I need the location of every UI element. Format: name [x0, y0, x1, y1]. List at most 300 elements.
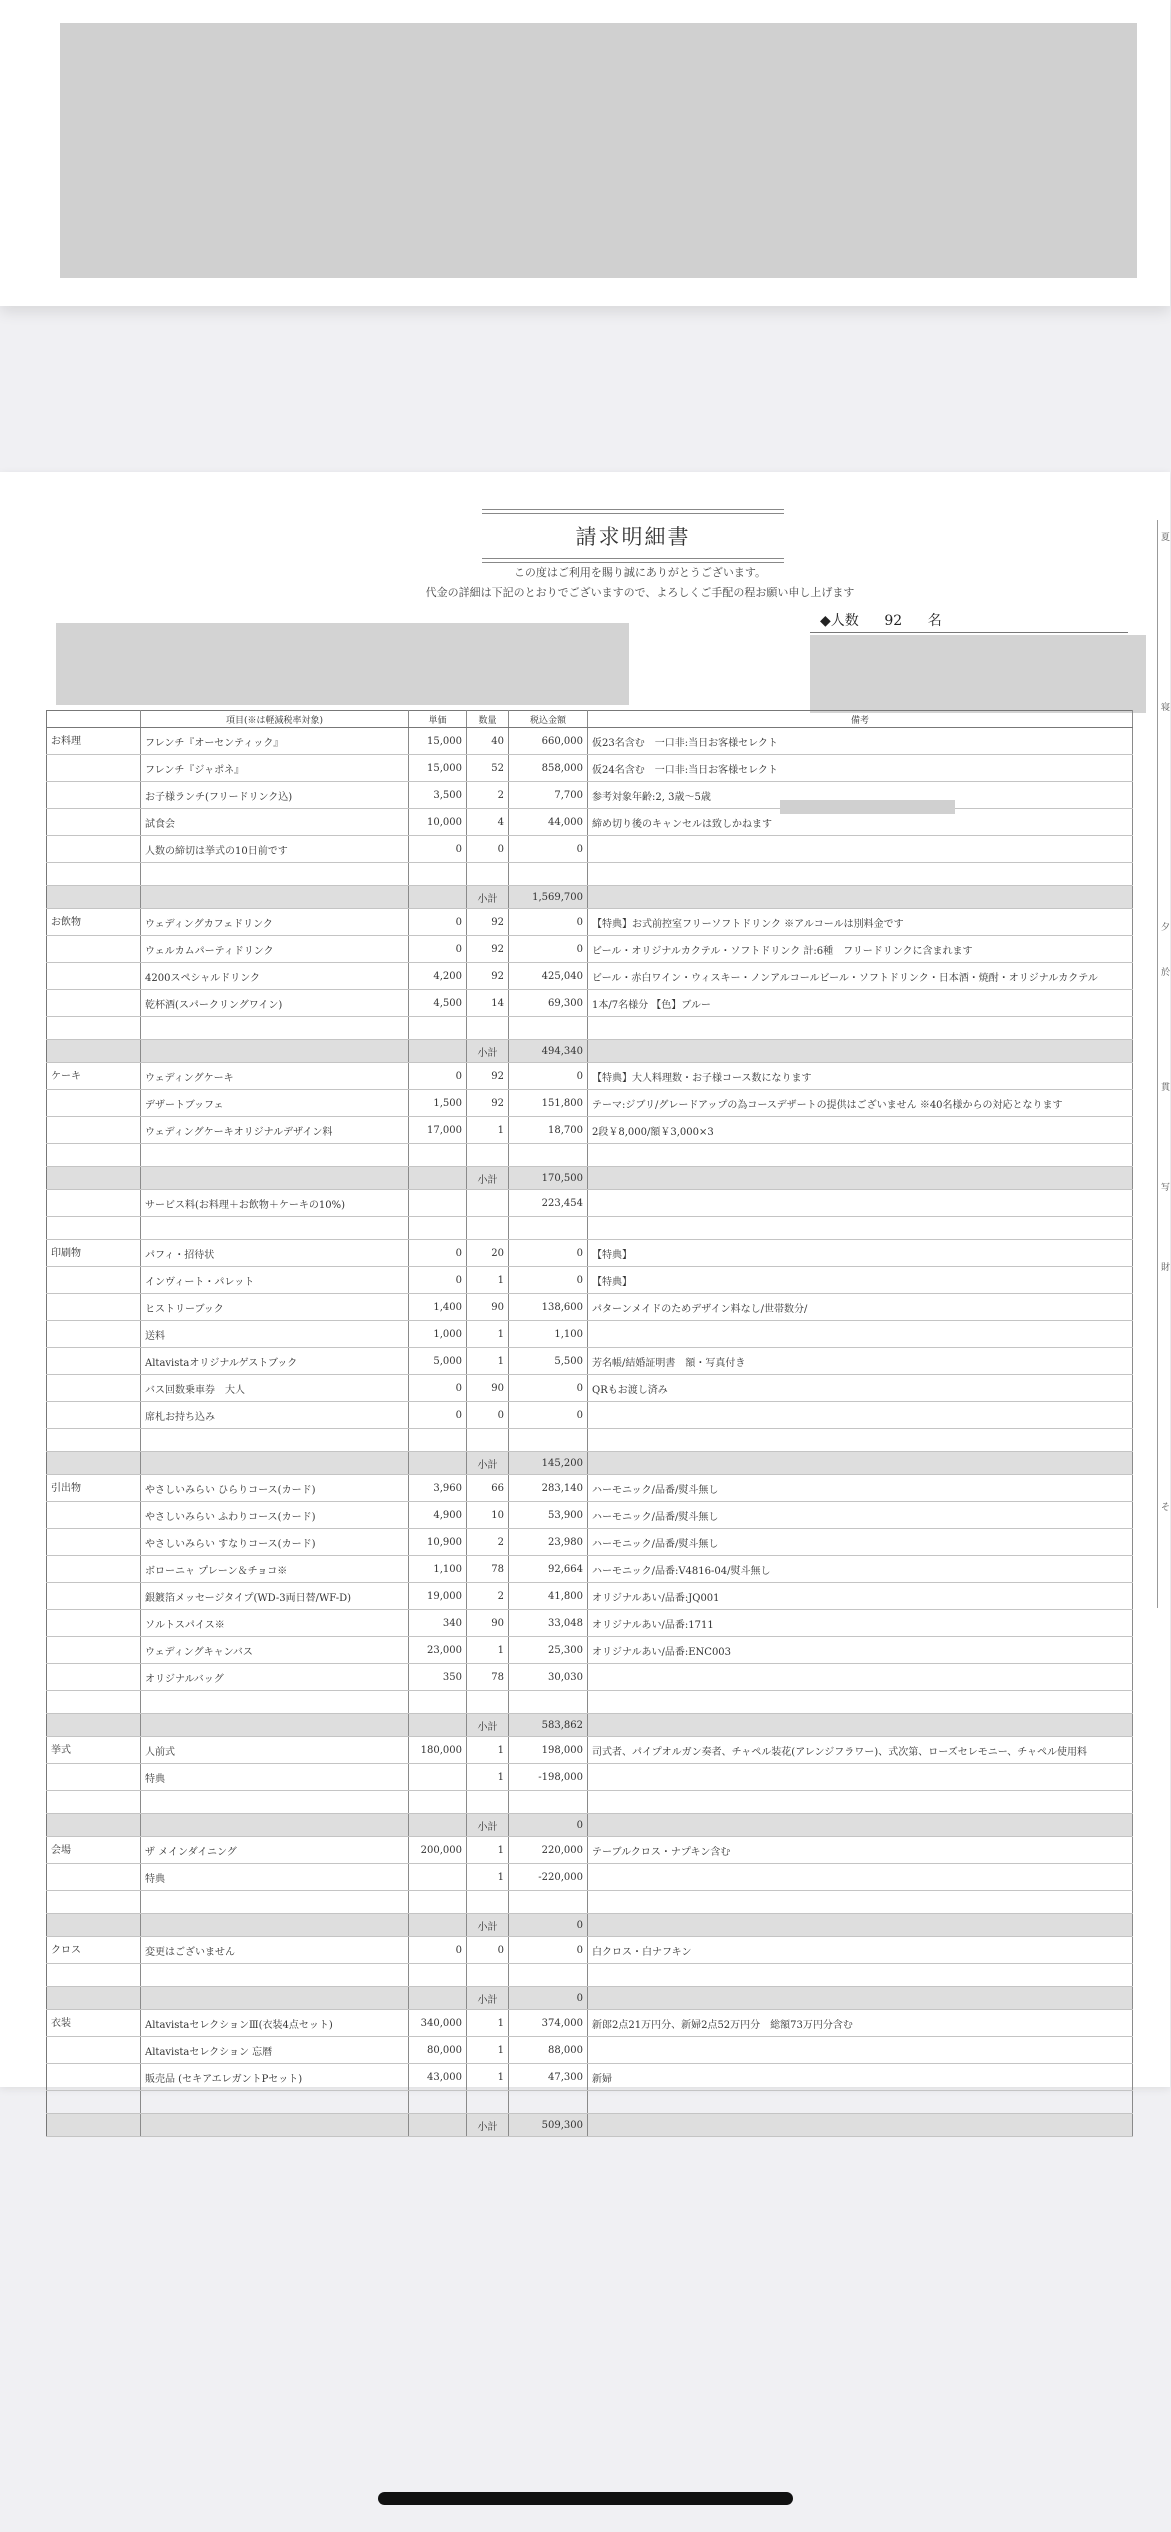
- row-qty: 52: [467, 755, 509, 782]
- subtotal-label: 小計: [467, 1167, 509, 1190]
- blank-cell: [47, 1144, 141, 1167]
- blank-cell: [588, 863, 1133, 886]
- guest-underline: [810, 632, 1128, 633]
- row-qty: 10: [467, 1502, 509, 1529]
- blank-cell: [141, 1144, 409, 1167]
- table-header-row: [47, 711, 1133, 728]
- row-item-name: ヒストリーブック: [141, 1294, 409, 1321]
- subtotal-amount: 0: [509, 1914, 588, 1937]
- row-category: 印刷物: [47, 1240, 141, 1267]
- row-qty: 4: [467, 809, 509, 836]
- row-item-name: 特典: [141, 1764, 409, 1791]
- blank-cell: [47, 1017, 141, 1040]
- row-note: [588, 1321, 1133, 1348]
- subtotal-amount: 0: [509, 1814, 588, 1837]
- side-char: 財: [1161, 1263, 1171, 1273]
- row-note: 【特典】: [588, 1240, 1133, 1267]
- subtotal-spacer: [588, 1452, 1133, 1475]
- row-amount: 223,454: [509, 1190, 588, 1217]
- row-qty: 90: [467, 1375, 509, 1402]
- table-row: [47, 1764, 1133, 1791]
- row-qty: 0: [467, 1402, 509, 1429]
- row-category: 会場: [47, 1837, 141, 1864]
- row-note: 仮23名含む 一口非:当日お客様セレクト: [588, 728, 1133, 755]
- subtotal-row: [47, 1987, 1133, 2010]
- blank-row: [47, 1891, 1133, 1914]
- subtotal-amount: 494,340: [509, 1040, 588, 1063]
- row-qty: 92: [467, 936, 509, 963]
- subtotal-spacer: [588, 1714, 1133, 1737]
- row-qty: 78: [467, 1556, 509, 1583]
- row-note: [588, 1402, 1133, 1429]
- row-item-name: ボローニャ プレーン＆チョコ※: [141, 1556, 409, 1583]
- row-item-name: やさしいみらい すなりコース(カード): [141, 1529, 409, 1556]
- row-amount: 5,500: [509, 1348, 588, 1375]
- row-unit-price: 5,000: [409, 1348, 467, 1375]
- blank-row: [47, 1429, 1133, 1452]
- blank-cell: [588, 1964, 1133, 1987]
- subtotal-spacer: [409, 1914, 467, 1937]
- row-note: ハーモニック/品番/熨斗無し: [588, 1502, 1133, 1529]
- row-unit-price: 350: [409, 1664, 467, 1691]
- row-unit-price: 10,900: [409, 1529, 467, 1556]
- table-row: [47, 1475, 1133, 1502]
- blank-cell: [588, 1891, 1133, 1914]
- blank-cell: [467, 1964, 509, 1987]
- subtotal-label: 小計: [467, 2114, 509, 2137]
- row-unit-price: 10,000: [409, 809, 467, 836]
- row-unit-price: 3,960: [409, 1475, 467, 1502]
- row-unit-price: 1,500: [409, 1090, 467, 1117]
- row-category: お飲物: [47, 909, 141, 936]
- table-row: [47, 1063, 1133, 1090]
- row-category: [47, 1294, 141, 1321]
- table-row: [47, 755, 1133, 782]
- side-char: そ: [1161, 1503, 1171, 1513]
- row-unit-price: 0: [409, 1267, 467, 1294]
- subtotal-spacer: [47, 1987, 141, 2010]
- row-item-name: ウェルカムパーティドリンク: [141, 936, 409, 963]
- row-amount: 18,700: [509, 1117, 588, 1144]
- subtotal-spacer: [588, 2114, 1133, 2137]
- row-unit-price: 4,200: [409, 963, 467, 990]
- blank-cell: [509, 863, 588, 886]
- row-item-name: 試食会: [141, 809, 409, 836]
- subtotal-spacer: [409, 1987, 467, 2010]
- row-qty: 20: [467, 1240, 509, 1267]
- row-item-name: 人数の締切は挙式の10日前です: [141, 836, 409, 863]
- subtotal-label: 小計: [467, 1040, 509, 1063]
- row-qty: 1: [467, 1737, 509, 1764]
- row-category: [47, 936, 141, 963]
- row-category: [47, 1610, 141, 1637]
- subtotal-spacer: [409, 1452, 467, 1475]
- row-category: [47, 1321, 141, 1348]
- subtotal-spacer: [141, 1714, 409, 1737]
- blank-cell: [467, 1217, 509, 1240]
- table-row: [47, 1502, 1133, 1529]
- row-amount: 283,140: [509, 1475, 588, 1502]
- blank-cell: [409, 1691, 467, 1714]
- row-unit-price: 15,000: [409, 728, 467, 755]
- row-amount: 198,000: [509, 1737, 588, 1764]
- blank-row: [47, 1017, 1133, 1040]
- table-row: [47, 1294, 1133, 1321]
- row-item-name: デザートブッフェ: [141, 1090, 409, 1117]
- subtotal-amount: 583,862: [509, 1714, 588, 1737]
- blank-cell: [467, 1891, 509, 1914]
- row-note: テーブルクロス・ナプキン含む: [588, 1837, 1133, 1864]
- row-category: [47, 1267, 141, 1294]
- row-note: QRもお渡し済み: [588, 1375, 1133, 1402]
- row-unit-price: 1,100: [409, 1556, 467, 1583]
- subtotal-amount: 509,300: [509, 2114, 588, 2137]
- row-qty: 14: [467, 990, 509, 1017]
- row-amount: 151,800: [509, 1090, 588, 1117]
- subtotal-spacer: [141, 1987, 409, 2010]
- blank-cell: [47, 1791, 141, 1814]
- row-category: [47, 782, 141, 809]
- row-item-name: ウェディングケーキ: [141, 1063, 409, 1090]
- subtotal-spacer: [409, 1814, 467, 1837]
- intro-line-2: 代金の詳細は下記のとおりでございますので、よろしくご手配の程お願い申し上げます: [425, 586, 855, 599]
- row-item-name: 席札お持ち込み: [141, 1402, 409, 1429]
- row-amount: 220,000: [509, 1837, 588, 1864]
- title-block: [482, 506, 784, 566]
- row-category: [47, 1375, 141, 1402]
- row-qty: 1: [467, 1117, 509, 1144]
- blank-cell: [47, 2091, 141, 2114]
- blank-row: [47, 1691, 1133, 1714]
- row-amount: 47,300: [509, 2064, 588, 2091]
- subtotal-spacer: [588, 1167, 1133, 1190]
- row-amount: 92,664: [509, 1556, 588, 1583]
- row-note: 芳名帳/結婚証明書 額・写真付き: [588, 1348, 1133, 1375]
- row-category: クロス: [47, 1937, 141, 1964]
- row-note: 1本/7名様分 【色】ブルー: [588, 990, 1133, 1017]
- subtotal-spacer: [141, 886, 409, 909]
- subtotal-label: 小計: [467, 1914, 509, 1937]
- header-item: 項目(※は軽減税率対象): [141, 711, 409, 728]
- row-item-name: パフィ・招待状: [141, 1240, 409, 1267]
- row-qty: 90: [467, 1294, 509, 1321]
- row-amount: 138,600: [509, 1294, 588, 1321]
- row-amount: 53,900: [509, 1502, 588, 1529]
- table-row: [47, 1117, 1133, 1144]
- side-char: 寝: [1161, 703, 1171, 713]
- row-category: [47, 809, 141, 836]
- row-amount: 374,000: [509, 2010, 588, 2037]
- row-note: 新郎2点21万円分、新婦2点52万円分 総額73万円分含む: [588, 2010, 1133, 2037]
- blank-cell: [141, 1791, 409, 1814]
- row-note: オリジナルあい/品番:1711: [588, 1610, 1133, 1637]
- row-qty: [467, 1190, 509, 1217]
- row-note: ビール・オリジナルカクテル・ソフトドリンク 計:6種 フリードリンクに含まれます: [588, 936, 1133, 963]
- row-item-name: Altavistaセレクション 忘暦: [141, 2037, 409, 2064]
- subtotal-row: [47, 1914, 1133, 1937]
- row-note: 【特典】お式前控室フリーソフトドリンク ※アルコールは別料金です: [588, 909, 1133, 936]
- blank-cell: [509, 1144, 588, 1167]
- blank-cell: [409, 1144, 467, 1167]
- table-row: [47, 1837, 1133, 1864]
- table-row: [47, 1090, 1133, 1117]
- row-note: オリジナルあい/品番:JQ001: [588, 1583, 1133, 1610]
- table-body: [47, 728, 1133, 2137]
- row-unit-price: 180,000: [409, 1737, 467, 1764]
- row-item-name: ザ メインダイニング: [141, 1837, 409, 1864]
- table-row: [47, 1267, 1133, 1294]
- row-qty: 2: [467, 1583, 509, 1610]
- row-amount: 425,040: [509, 963, 588, 990]
- row-item-name: フレンチ『ジャポネ』: [141, 755, 409, 782]
- blank-row: [47, 1964, 1133, 1987]
- row-note: ハーモニック/品番/熨斗無し: [588, 1475, 1133, 1502]
- blank-cell: [47, 1964, 141, 1987]
- subtotal-row: [47, 1452, 1133, 1475]
- row-qty: 1: [467, 1321, 509, 1348]
- blank-cell: [141, 1217, 409, 1240]
- table-row: [47, 1737, 1133, 1764]
- subtotal-spacer: [47, 2114, 141, 2137]
- row-category: [47, 1583, 141, 1610]
- subtotal-amount: 0: [509, 1987, 588, 2010]
- table-row: [47, 2037, 1133, 2064]
- row-item-name: やさしいみらい ふわりコース(カード): [141, 1502, 409, 1529]
- row-unit-price: 340,000: [409, 2010, 467, 2037]
- subtotal-spacer: [47, 1714, 141, 1737]
- blank-cell: [409, 1429, 467, 1452]
- row-note: 締め切り後のキャンセルは致しかねます: [588, 809, 1133, 836]
- row-unit-price: 4,500: [409, 990, 467, 1017]
- row-unit-price: 0: [409, 1937, 467, 1964]
- blank-cell: [409, 1891, 467, 1914]
- blank-cell: [509, 1429, 588, 1452]
- row-unit-price: 23,000: [409, 1637, 467, 1664]
- guest-count: [820, 610, 942, 630]
- row-unit-price: 3,500: [409, 782, 467, 809]
- row-amount: 88,000: [509, 2037, 588, 2064]
- blank-cell: [467, 2091, 509, 2114]
- subtotal-label: 小計: [467, 1452, 509, 1475]
- row-category: お料理: [47, 728, 141, 755]
- subtotal-spacer: [409, 1714, 467, 1737]
- row-item-name: ウェディングキャンバス: [141, 1637, 409, 1664]
- subtotal-spacer: [588, 1040, 1133, 1063]
- row-category: 引出物: [47, 1475, 141, 1502]
- subtotal-spacer: [47, 886, 141, 909]
- subtotal-spacer: [588, 886, 1133, 909]
- row-amount: 0: [509, 909, 588, 936]
- blank-row: [47, 1791, 1133, 1814]
- subtotal-row: [47, 1814, 1133, 1837]
- row-amount: 0: [509, 1267, 588, 1294]
- row-amount: 1,100: [509, 1321, 588, 1348]
- row-qty: 1: [467, 1637, 509, 1664]
- table-row: [47, 1610, 1133, 1637]
- side-char: 夏: [1161, 533, 1171, 543]
- row-unit-price: 0: [409, 909, 467, 936]
- row-item-name: 銀鍍箔メッセージタイプ(WD-3両日替/WF-D): [141, 1583, 409, 1610]
- row-qty: 92: [467, 909, 509, 936]
- row-unit-price: [409, 1764, 467, 1791]
- row-qty: 1: [467, 2037, 509, 2064]
- blank-cell: [588, 2091, 1133, 2114]
- row-qty: 90: [467, 1610, 509, 1637]
- blank-cell: [467, 1429, 509, 1452]
- row-item-name: オリジナルバッグ: [141, 1664, 409, 1691]
- row-amount: 0: [509, 836, 588, 863]
- subtotal-row: [47, 2114, 1133, 2137]
- blank-row: [47, 1217, 1133, 1240]
- subtotal-row: [47, 1714, 1133, 1737]
- row-amount: 7,700: [509, 782, 588, 809]
- row-amount: 660,000: [509, 728, 588, 755]
- table-row: [47, 1402, 1133, 1429]
- table-row: [47, 936, 1133, 963]
- blank-cell: [141, 1964, 409, 1987]
- subtotal-spacer: [588, 1987, 1133, 2010]
- row-unit-price: 0: [409, 1240, 467, 1267]
- row-amount: 858,000: [509, 755, 588, 782]
- row-item-name: サービス料(お料理＋お飲物＋ケーキの10%): [141, 1190, 409, 1217]
- row-category: [47, 2037, 141, 2064]
- invoice-table: [46, 710, 1133, 2137]
- page-title: 請求明細書: [575, 525, 691, 549]
- side-char: 於: [1161, 968, 1171, 978]
- row-qty: 66: [467, 1475, 509, 1502]
- invoice-page: [0, 472, 1171, 2133]
- row-amount: -198,000: [509, 1764, 588, 1791]
- row-category: [47, 755, 141, 782]
- row-qty: 1: [467, 1348, 509, 1375]
- subtotal-spacer: [141, 1167, 409, 1190]
- subtotal-spacer: [47, 1167, 141, 1190]
- blank-cell: [141, 1691, 409, 1714]
- guest-number: 92: [884, 613, 903, 629]
- blank-cell: [47, 1217, 141, 1240]
- blank-cell: [409, 863, 467, 886]
- subtotal-amount: 145,200: [509, 1452, 588, 1475]
- subtotal-label: 小計: [467, 1814, 509, 1837]
- subtotal-label: 小計: [467, 886, 509, 909]
- blank-cell: [47, 1429, 141, 1452]
- blank-cell: [47, 1691, 141, 1714]
- row-item-name: 販売品 (セキアエレガントPセット): [141, 2064, 409, 2091]
- table-row: [47, 963, 1133, 990]
- row-item-name: ウェディングカフェドリンク: [141, 909, 409, 936]
- row-item-name: やさしいみらい ひらりコース(カード): [141, 1475, 409, 1502]
- row-qty: 1: [467, 1764, 509, 1791]
- blank-cell: [509, 1791, 588, 1814]
- row-item-name: 送料: [141, 1321, 409, 1348]
- subtotal-spacer: [409, 886, 467, 909]
- table-row: [47, 1529, 1133, 1556]
- blank-cell: [409, 2091, 467, 2114]
- row-item-name: 乾杯酒(スパークリングワイン): [141, 990, 409, 1017]
- blank-cell: [467, 1144, 509, 1167]
- side-char: 貫: [1161, 1083, 1171, 1093]
- row-note: ハーモニック/品番/熨斗無し: [588, 1529, 1133, 1556]
- subtotal-spacer: [409, 1167, 467, 1190]
- blank-cell: [141, 2091, 409, 2114]
- header-notes: 備考: [588, 711, 1133, 728]
- subtotal-spacer: [141, 1814, 409, 1837]
- blank-cell: [509, 1891, 588, 1914]
- guest-unit: 名: [927, 613, 942, 629]
- header-qty: 数量: [467, 711, 509, 728]
- table-row: [47, 1375, 1133, 1402]
- table-row: [47, 728, 1133, 755]
- row-note: 【特典】大人料理数・お子様コース数になります: [588, 1063, 1133, 1090]
- blank-cell: [588, 1017, 1133, 1040]
- header-unit-price: 単価: [409, 711, 467, 728]
- row-unit-price: 17,000: [409, 1117, 467, 1144]
- row-note: [588, 836, 1133, 863]
- row-qty: 2: [467, 782, 509, 809]
- row-amount: 23,980: [509, 1529, 588, 1556]
- row-note: [588, 1190, 1133, 1217]
- table-row: [47, 2010, 1133, 2037]
- blank-cell: [588, 1429, 1133, 1452]
- row-category: 衣装: [47, 2010, 141, 2037]
- row-category: [47, 1502, 141, 1529]
- subtotal-spacer: [47, 1914, 141, 1937]
- row-item-name: お子様ランチ(フリードリンク込): [141, 782, 409, 809]
- blank-cell: [141, 1429, 409, 1452]
- row-category: [47, 990, 141, 1017]
- row-note: 【特典】: [588, 1267, 1133, 1294]
- row-category: [47, 1864, 141, 1891]
- table-row: [47, 1240, 1133, 1267]
- row-amount: 41,800: [509, 1583, 588, 1610]
- table-row: [47, 1864, 1133, 1891]
- row-amount: 33,048: [509, 1610, 588, 1637]
- subtotal-row: [47, 886, 1133, 909]
- row-note: [588, 1664, 1133, 1691]
- row-unit-price: 0: [409, 1375, 467, 1402]
- blank-row: [47, 863, 1133, 886]
- row-item-name: ソルトスパイス※: [141, 1610, 409, 1637]
- row-amount: -220,000: [509, 1864, 588, 1891]
- row-unit-price: 80,000: [409, 2037, 467, 2064]
- row-unit-price: 1,400: [409, 1294, 467, 1321]
- subtotal-label: 小計: [467, 1714, 509, 1737]
- row-category: [47, 963, 141, 990]
- row-note: パターンメイドのためデザイン料なし/世帯数分/: [588, 1294, 1133, 1321]
- row-note: [588, 1764, 1133, 1791]
- row-amount: 0: [509, 1402, 588, 1429]
- redacted-note: [780, 800, 955, 814]
- home-indicator[interactable]: [378, 2492, 793, 2505]
- blank-cell: [467, 1017, 509, 1040]
- redacted-area: [60, 23, 1137, 278]
- blank-cell: [467, 1691, 509, 1714]
- row-category: [47, 836, 141, 863]
- row-qty: 0: [467, 1937, 509, 1964]
- subtotal-amount: 170,500: [509, 1167, 588, 1190]
- side-char: 写: [1161, 1183, 1171, 1193]
- row-qty: 78: [467, 1664, 509, 1691]
- row-note: 参考対象年齢:2, 3歳～5歳: [588, 782, 1133, 809]
- row-item-name: バス回数乗車券 大人: [141, 1375, 409, 1402]
- blank-cell: [47, 1891, 141, 1914]
- row-amount: 44,000: [509, 809, 588, 836]
- row-amount: 0: [509, 936, 588, 963]
- table-row: [47, 2064, 1133, 2091]
- side-char: 夕: [1161, 923, 1171, 933]
- row-amount: 69,300: [509, 990, 588, 1017]
- subtotal-spacer: [47, 1452, 141, 1475]
